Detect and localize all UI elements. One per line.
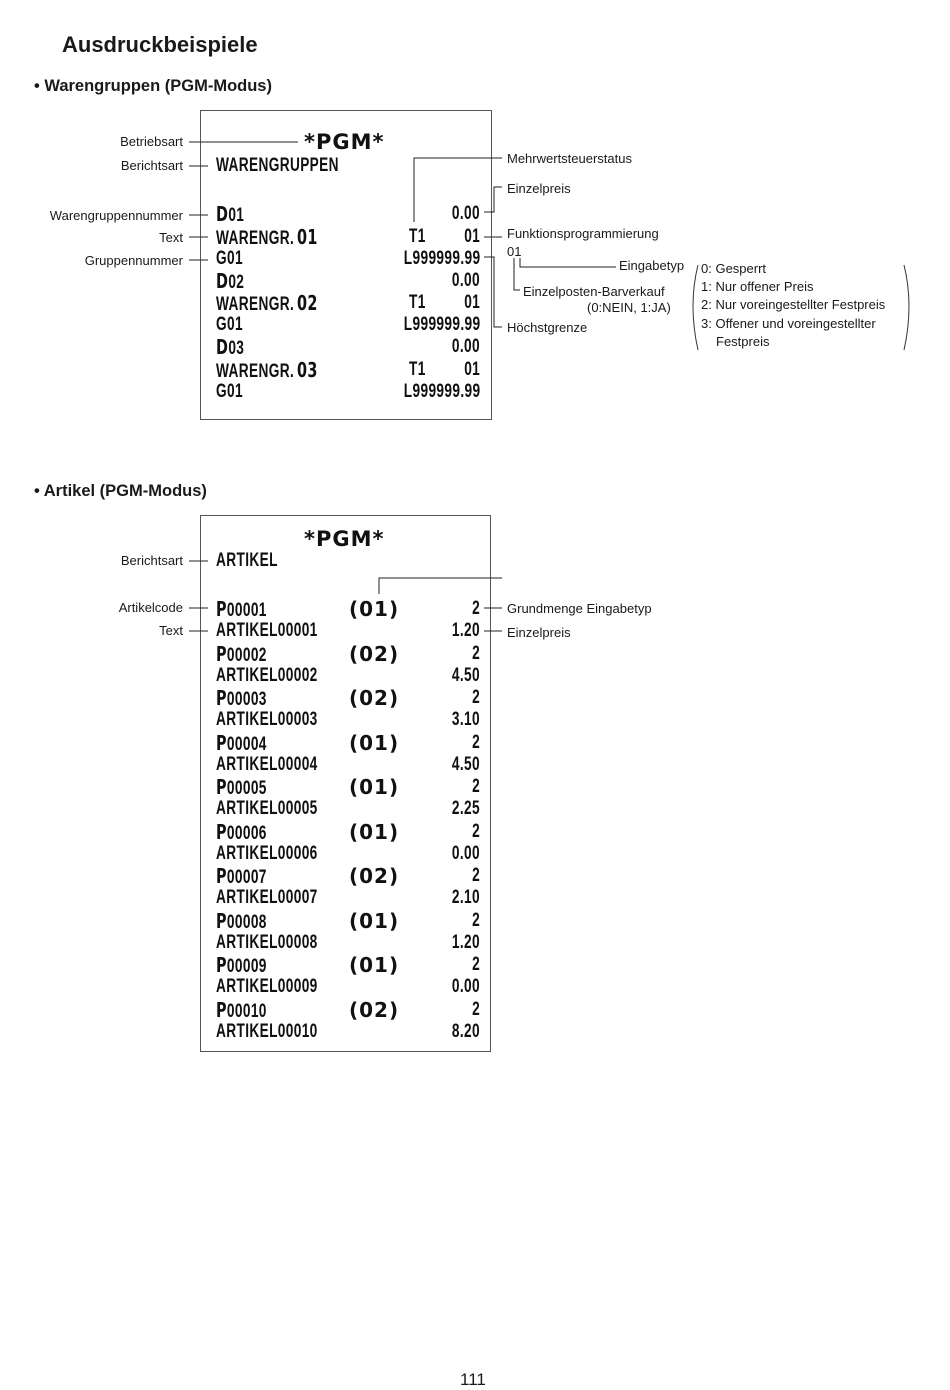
article-text: ARTIKEL00001: [216, 620, 318, 641]
label-berichtsart: Berichtsart: [120, 158, 183, 173]
article-input-type: (01): [349, 731, 400, 755]
eingabetyp-option: 0: Gesperrt: [701, 261, 767, 276]
article-input-type: (02): [349, 686, 400, 710]
page-title: Ausdruckbeispiele: [62, 32, 258, 57]
article-code: [216, 999, 267, 1023]
article-code: [216, 643, 267, 667]
group-tax: T1: [409, 226, 426, 247]
article-text: ARTIKEL00005: [216, 798, 318, 819]
article-code-number: 00009: [226, 956, 267, 977]
article-code-prefix: P: [216, 864, 227, 888]
eingabetyp-option: 3: Offener und voreingestellter: [701, 316, 876, 331]
group-func: 01: [464, 359, 480, 380]
article-code: [216, 776, 267, 800]
article-quantity: 2: [472, 732, 480, 753]
article-quantity: 2: [472, 954, 480, 975]
label-einzelpreis: Einzelpreis: [507, 625, 571, 640]
article-code: [216, 732, 267, 756]
group-tax: T1: [409, 292, 426, 313]
article-input-type: (02): [349, 864, 400, 888]
article-code-number: 00010: [226, 1001, 267, 1022]
article-code-number: 00004: [226, 734, 267, 755]
article-code-number: 00002: [226, 645, 267, 666]
label-funktion-code: 01: [507, 244, 522, 259]
article-price: 1.20: [451, 620, 480, 641]
group-price: 0.00: [451, 203, 480, 224]
article-text: ARTIKEL00004: [216, 754, 318, 775]
label-artikelcode: Artikelcode: [118, 600, 183, 615]
receipt-header-pgm: *PGM*: [304, 527, 385, 551]
label-gruppennummer: Gruppennummer: [84, 253, 183, 268]
section-heading-artikel: • Artikel (PGM-Modus): [34, 482, 207, 500]
article-quantity: 2: [472, 643, 480, 664]
article-code-prefix: P: [216, 597, 227, 621]
article-price: 4.50: [451, 665, 480, 686]
label-grundmenge-eingabetyp: Grundmenge Eingabetyp: [507, 601, 652, 616]
label-betriebsart: Betriebsart: [120, 134, 183, 149]
article-text: ARTIKEL00007: [216, 887, 318, 908]
article-code-prefix: P: [216, 686, 227, 710]
article-code: [216, 910, 267, 934]
article-input-type: (01): [349, 953, 400, 977]
article-price: 8.20: [451, 1021, 480, 1042]
eingabetyp-option: 1: Nur offener Preis: [701, 279, 814, 294]
eingabetyp-option: 2: Nur voreingestellter Festpreis: [701, 297, 886, 312]
article-input-type: (01): [349, 775, 400, 799]
article-code-prefix: P: [216, 953, 227, 977]
group-func: 01: [464, 292, 480, 313]
group-tax: T1: [409, 359, 426, 380]
article-code-number: 00008: [226, 912, 267, 933]
group-number: G01: [216, 314, 243, 335]
group-text: WARENGR. 03: [216, 358, 318, 382]
group-number: G01: [216, 248, 243, 269]
label-eingabetyp: Eingabetyp: [619, 258, 685, 273]
label-barverkauf: Einzelposten-Barverkauf: [523, 284, 665, 299]
article-quantity: 2: [472, 598, 480, 619]
label-warengruppennummer: Warengruppennummer: [49, 208, 183, 223]
article-code-prefix: P: [216, 642, 227, 666]
label-text: Text: [159, 623, 183, 638]
article-code: [216, 865, 267, 889]
group-code: D02: [216, 269, 245, 293]
article-price: 2.25: [451, 798, 480, 819]
article-quantity: 2: [472, 865, 480, 886]
article-input-type: (01): [349, 820, 400, 844]
label-hoechstgrenze: Höchstgrenze: [507, 320, 588, 335]
group-code: D03: [216, 335, 245, 359]
group-text: WARENGR. 01: [216, 225, 318, 249]
group-code: D01: [216, 202, 245, 226]
article-text: ARTIKEL00010: [216, 1021, 318, 1042]
article-code-number: 00006: [226, 823, 267, 844]
article-input-type: (01): [349, 597, 400, 621]
article-quantity: 2: [472, 821, 480, 842]
article-price: 4.50: [451, 754, 480, 775]
eingabetyp-option: Festpreis: [716, 334, 770, 349]
article-code: [216, 821, 267, 845]
article-code-prefix: P: [216, 820, 227, 844]
label-barverkauf-note: (0:NEIN, 1:JA): [587, 300, 671, 315]
article-code-number: 00003: [226, 689, 267, 710]
section-heading-warengruppen: • Warengruppen (PGM-Modus): [34, 77, 272, 95]
group-text: WARENGR. 02: [216, 291, 318, 315]
article-price: 0.00: [451, 976, 480, 997]
article-price: 0.00: [451, 843, 480, 864]
group-func: 01: [464, 226, 480, 247]
article-text: ARTIKEL00006: [216, 843, 318, 864]
article-code: [216, 954, 267, 978]
article-price: 1.20: [451, 932, 480, 953]
article-quantity: 2: [472, 687, 480, 708]
page-number: 111: [460, 1370, 486, 1389]
label-berichtsart: Berichtsart: [120, 553, 183, 568]
group-price: 0.00: [451, 336, 480, 357]
article-price: 3.10: [451, 709, 480, 730]
label-text: Text: [159, 230, 183, 245]
group-limit: L999999.99: [403, 314, 480, 335]
label-funktionsprogrammierung: Funktionsprogrammierung: [507, 226, 659, 241]
receipt-report-type: ARTIKEL: [216, 550, 278, 571]
group-limit: L999999.99: [403, 248, 480, 269]
article-price: 2.10: [451, 887, 480, 908]
article-input-type: (02): [349, 998, 400, 1022]
label-einzelpreis: Einzelpreis: [507, 181, 571, 196]
article-text: ARTIKEL00002: [216, 665, 318, 686]
article-quantity: 2: [472, 910, 480, 931]
article-text: ARTIKEL00009: [216, 976, 318, 997]
article-text: ARTIKEL00008: [216, 932, 318, 953]
receipt-report-type: WARENGRUPPEN: [216, 155, 339, 176]
article-code: [216, 687, 267, 711]
label-mwst-status: Mehrwertsteuerstatus: [507, 151, 632, 166]
article-code-prefix: P: [216, 775, 227, 799]
article-input-type: (01): [349, 909, 400, 933]
article-quantity: 2: [472, 776, 480, 797]
group-number: G01: [216, 381, 243, 402]
article-code-prefix: P: [216, 731, 227, 755]
receipt-header-pgm: *PGM*: [304, 130, 385, 154]
article-code-number: 00001: [226, 600, 267, 621]
article-input-type: (02): [349, 642, 400, 666]
article-code-prefix: P: [216, 909, 227, 933]
article-code-prefix: P: [216, 998, 227, 1022]
article-code-number: 00005: [226, 778, 267, 799]
group-limit: L999999.99: [403, 381, 480, 402]
article-code: [216, 598, 267, 622]
article-code-number: 00007: [226, 867, 267, 888]
article-text: ARTIKEL00003: [216, 709, 318, 730]
group-price: 0.00: [451, 270, 480, 291]
article-quantity: 2: [472, 999, 480, 1020]
